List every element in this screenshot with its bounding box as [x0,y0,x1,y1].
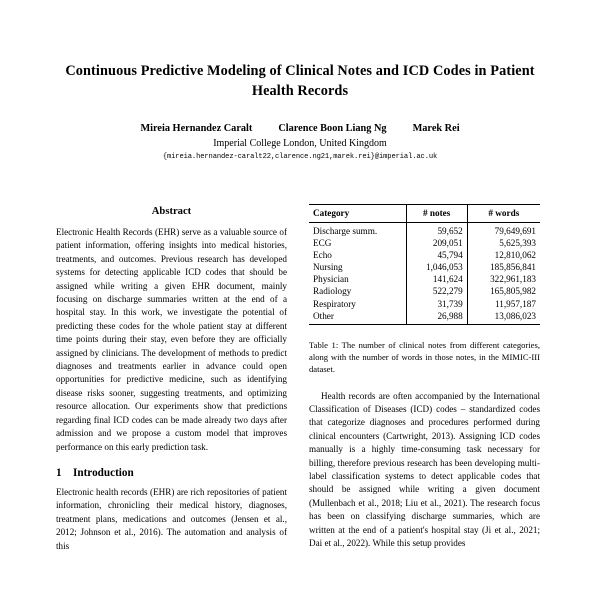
cell-words: 5,625,393 [467,237,540,249]
cell-words: 13,086,023 [467,310,540,325]
table-row [309,222,540,237]
cell-notes: 209,051 [406,237,467,249]
author-name: Mireia Hernandez Caralt [140,123,253,135]
cell-notes: 59,652 [406,222,467,237]
cell-category: Respiratory [313,298,356,309]
abstract-body: Electronic Health Records (EHR) serve as a valuable source of patient information, offering insights into medical histories, treatments, and outcomes. Previous research has developed systems for detecting applicable ICD codes that should be assigned while writing a given EHR document, mainly focusing on discharge summaries written at the end of a hospital stay. In this work, we investigate the potential of predicting these codes for the whole patient stay at different time points during their stay, even before they are officially assigned by clinicians. The development of methods to predict diagnoses and treatments earlier in advance could open opportunities for predictive medicine, such as identifying disease risks sooner, suggesting treatments, and optimizing resource allocation. Our experiments show that predictions regarding final ICD codes can be made already two days after admission and we propose a custom model that improves performance on this early prediction task. [56,227,287,452]
cell-category: Echo [313,249,332,260]
section-title: Introduction [73,466,134,479]
cell-notes: 45,794 [406,249,467,261]
author-emails: {mireia.hernandez-caralt22,clarence.ng21,marek.rei}@imperial.ac.uk [162,153,438,162]
section-heading-introduction [56,467,287,479]
cell-notes: 522,279 [406,285,467,297]
cell-words: 185,856,841 [467,261,540,273]
column-header-words: # words [467,205,540,223]
author-name: Marek Rei [412,123,460,135]
cell-category: Nursing [313,262,343,273]
cell-words: 79,649,691 [467,222,540,237]
cell-category: Radiology [313,286,352,297]
table-row [309,237,540,249]
body-columns [0,200,600,600]
right-column-paragraph: Health records are often accompanied by the International Classification of Diseases (ICD) codes – standardized codes that categorize diagnoses and procedures performed during clinical encounters (Cartwright, 2013). Assigning ICD codes manually is a highly time-consuming task necessary for billing, therefore previous research has been developing multi-label classification systems to detect applicable codes that should be assigned while writing a given document (Mullenbach et al., 2018; Liu et al., 2021). The research focus has been on classifying discharge summaries, which are written at the end of a patient's hospital stay (Ji et al., 2021; Dai et al., 2022). While this setup provides [309,390,540,549]
table-row [309,273,540,285]
cell-words: 165,805,982 [467,285,540,297]
introduction-paragraph: Electronic health records (EHR) are rich repositories of patient information, chronicling their medical history, diagnoses, treatment plans, medications and outcomes (Jensen et al., 2012; Johnson et al., 2016). The automation and analysis of this [56,486,287,551]
cell-notes: 1,046,053 [406,261,467,273]
table-bottom-rule-cell [309,324,540,327]
cell-words: 12,810,062 [467,249,540,261]
cell-notes: 141,624 [406,273,467,285]
table-row [309,310,540,325]
cell-category: ECG [313,237,332,248]
page-title: Continuous Predictive Modeling of Clinical Notes and ICD Codes in Patient Health Records [65,63,535,99]
table-row [309,285,540,297]
notes-statistics-table [309,204,540,327]
table-1 [309,204,540,376]
column-header-notes: # notes [406,205,467,223]
title-block [0,0,600,161]
table-row [309,261,540,273]
cell-notes: 26,988 [406,310,467,325]
cell-category: Physician [313,274,349,285]
table-row [309,249,540,261]
affiliation: Imperial College London, United Kingdom [213,138,387,150]
abstract-heading: Abstract [151,206,192,217]
cell-category: Other [313,310,334,321]
table-row [309,298,540,310]
cell-notes: 31,739 [406,298,467,310]
cell-words: 11,957,187 [467,298,540,310]
right-column [309,200,540,600]
left-column [56,200,287,600]
column-header-category: Category [309,205,406,223]
author-name: Clarence Boon Liang Ng [278,123,387,135]
cell-category: Discharge summ. [313,225,378,236]
section-number: 1 [56,466,62,479]
table-bottom-rule [309,324,540,327]
table-caption: Table 1: The number of clinical notes from different categories, along with the number of words in those notes, in the MIMIC-III dataset. [309,340,540,375]
cell-words: 322,961,183 [467,273,540,285]
author-list [62,123,538,134]
